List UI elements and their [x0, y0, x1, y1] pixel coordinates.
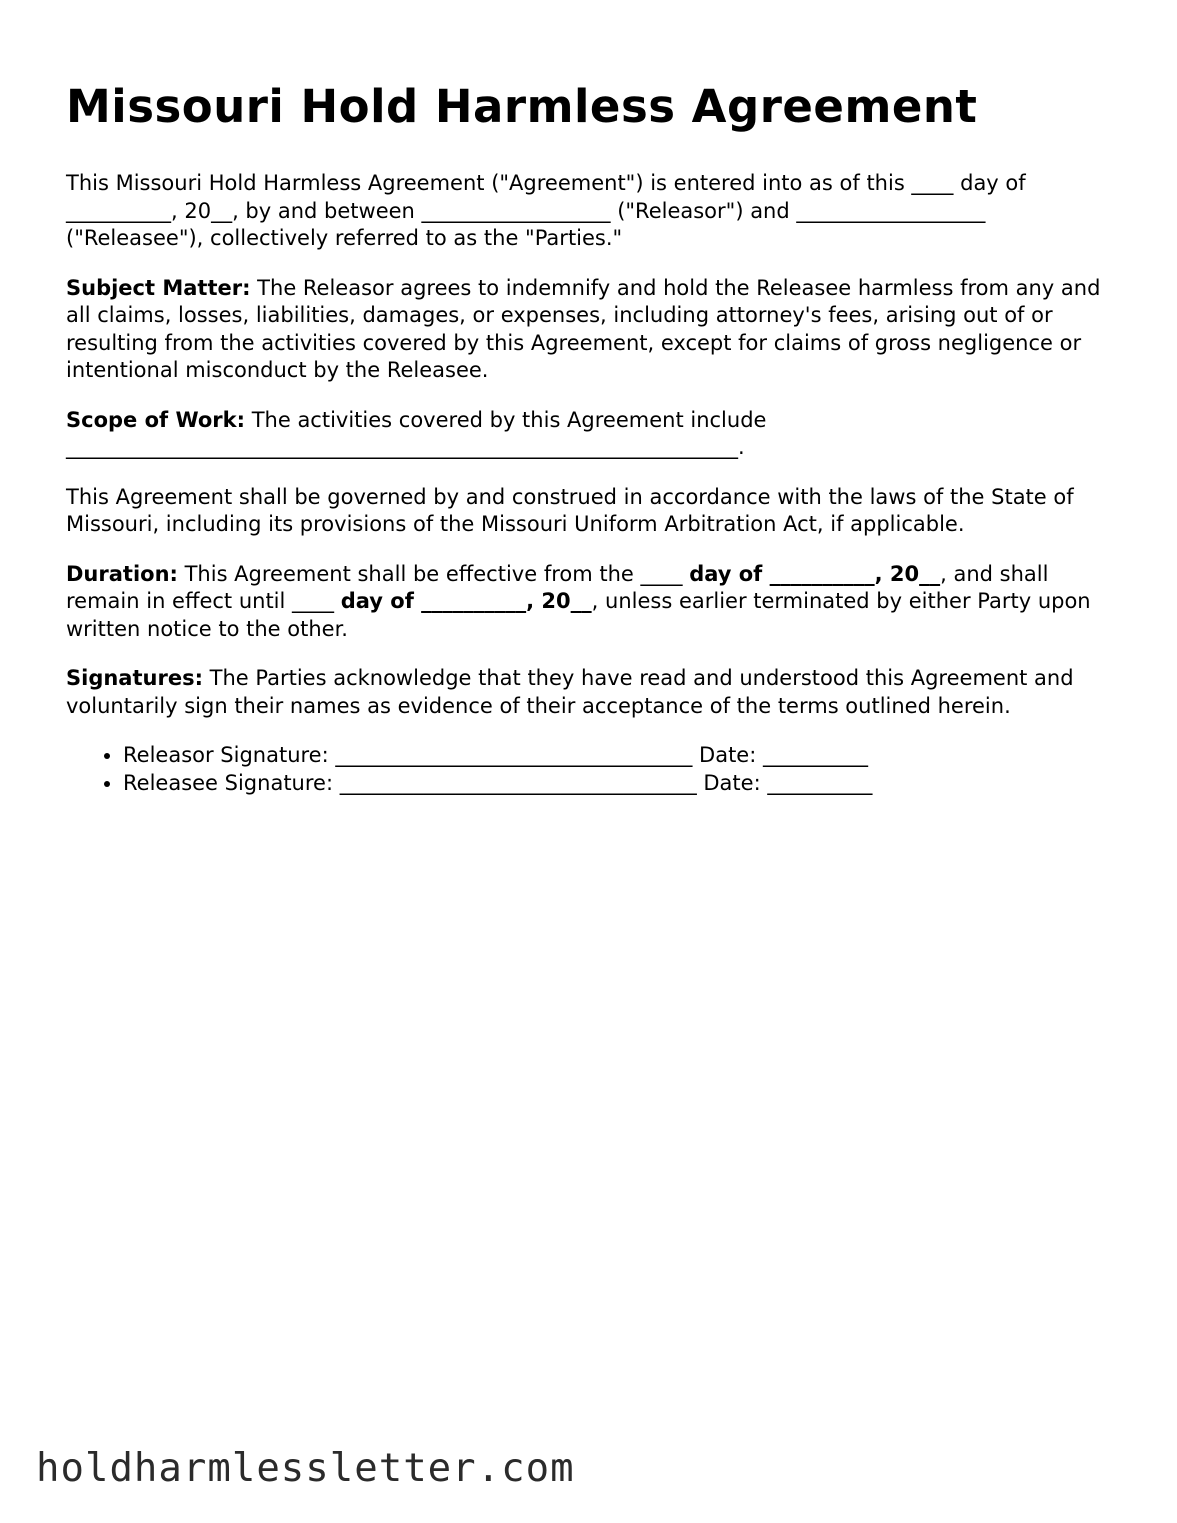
subject-matter-label: Subject Matter: [66, 275, 251, 300]
site-watermark: holdharmlessletter.com [36, 1446, 575, 1491]
signatures-text: The Parties acknowledge that they have read and understood this Agreement and voluntarily sign their names as evidence of their acceptance of the terms outlined herein. [66, 666, 1074, 718]
document-page [66, 80, 1116, 797]
signature-list [66, 742, 1116, 797]
releasor-signature-line: • Releasor Signature: __________________________________ Date: __________ [123, 742, 1116, 770]
duration-text-1: This Agreement shall be effective from the ____ [177, 561, 690, 586]
duration-end-date: day of __________, 20__ [340, 589, 592, 613]
duration-start-date: day of __________, 20__ [689, 561, 941, 586]
page-title: Missouri Hold Harmless Agreement [66, 80, 978, 133]
releasee-signature-line: • Releasee Signature: __________________________________ Date: __________ [123, 770, 1116, 798]
scope-of-work-text: The activities covered by this Agreement include ________________________________________________________________. [66, 407, 767, 459]
governing-law-paragraph: This Agreement shall be governed by and construed in accordance with the laws of the State of Missouri, including its provisions of the Missouri Uniform Arbitration Act, if applicable. [66, 484, 1074, 536]
duration-text-2: , and shall remain in effect until ____ [66, 561, 1049, 613]
duration-text-3: , unless earlier terminated by either Party upon written notice to the other. [66, 589, 1091, 641]
signatures-label: Signatures: [66, 666, 203, 690]
subject-matter-paragraph [66, 275, 1116, 385]
duration-paragraph [66, 561, 1116, 644]
intro-paragraph: This Missouri Hold Harmless Agreement ("Agreement") is entered into as of this ____ day of __________, 20__, by and between __________________ ("Releasor") and __________________ ("Releasee"), collectively referred to as the "Parties." [66, 171, 1026, 250]
scope-of-work-label: Scope of Work: [66, 407, 246, 432]
scope-of-work-paragraph [66, 407, 1116, 462]
duration-label: Duration: [66, 561, 178, 586]
signatures-paragraph [66, 665, 1116, 720]
subject-matter-text: The Releasor agrees to indemnify and hold the Releasee harmless from any and all claims, losses, liabilities, damages, or expenses, including attorney's fees, arising out of or resulting from the activities covered by this Agreement, except for claims of gross negligence or intentional misconduct by the Releasee. [66, 275, 1101, 382]
